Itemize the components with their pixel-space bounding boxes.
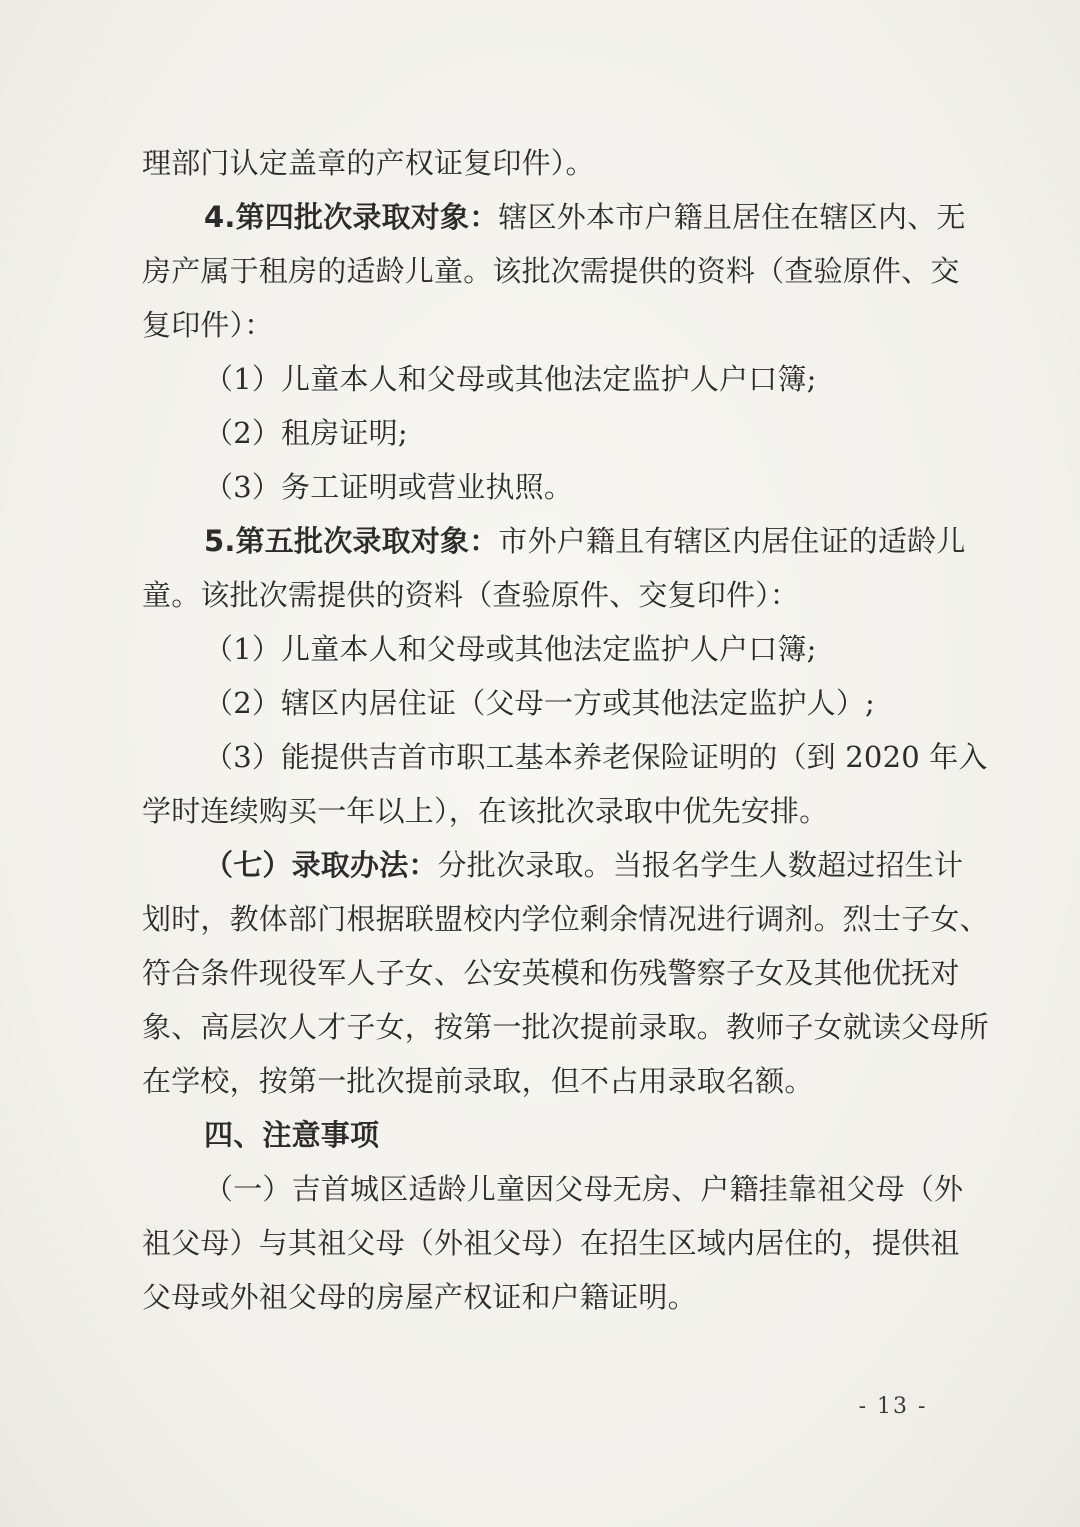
paragraph-line: 符合条件现役军人子女、公安英模和伤残警察子女及其他优抚对 xyxy=(142,956,960,990)
list-item: （2）租房证明; xyxy=(204,416,408,450)
paragraph-line: 父母或外祖父母的房屋产权证和户籍证明。 xyxy=(142,1280,697,1314)
section-title: 四、注意事项 xyxy=(204,1118,380,1152)
paragraph-line: 学时连续购买一年以上），在该批次录取中优先安排。 xyxy=(142,794,829,828)
paragraph-text: 分批次录取。当报名学生人数超过招生计 xyxy=(437,848,964,882)
paragraph-line: 复印件）： xyxy=(142,308,274,342)
list-item: （3）务工证明或营业执照。 xyxy=(204,470,574,504)
paragraph-line xyxy=(142,190,966,244)
section-heading: 5.第五批次录取对象： xyxy=(204,524,499,558)
document-body xyxy=(142,136,989,1324)
paragraph-line xyxy=(142,514,966,568)
paragraph-line: 在学校，按第一批次提前录取，但不占用录取名额。 xyxy=(142,1064,814,1098)
page-number: - 13 - xyxy=(858,1394,928,1419)
paragraph-line: 划时，教体部门根据联盟校内学位剩余情况进行调剂。烈士子女、 xyxy=(142,902,989,936)
list-item: （2）辖区内居住证（父母一方或其他法定监护人）; xyxy=(204,686,876,720)
paragraph-line: 祖父母）与其祖父母（外祖父母）在招生区域内居住的，提供祖 xyxy=(142,1226,960,1260)
paragraph-text: 辖区外本市户籍且居住在辖区内、无 xyxy=(498,200,966,234)
paragraph-line: 房产属于租房的适龄儿童。该批次需提供的资料（查验原件、交 xyxy=(142,254,960,288)
section-heading: 4.第四批次录取对象： xyxy=(204,200,499,234)
section-heading: （七）录取办法： xyxy=(204,848,438,882)
paragraph-text: 市外户籍且有辖区内居住证的适龄儿 xyxy=(498,524,966,558)
list-item: （3）能提供吉首市职工基本养老保险证明的（到 2020 年入 xyxy=(204,740,988,774)
list-item: （1）儿童本人和父母或其他法定监护人户口簿; xyxy=(204,362,817,396)
list-item: （1）儿童本人和父母或其他法定监护人户口簿; xyxy=(204,632,817,666)
paragraph-line: 理部门认定盖章的产权证复印件）。 xyxy=(142,146,595,180)
paragraph-line: 象、高层次人才子女，按第一批次提前录取。教师子女就读父母所 xyxy=(142,1010,989,1044)
paragraph-line: 童。该批次需提供的资料（查验原件、交复印件）： xyxy=(142,578,800,612)
paragraph-line xyxy=(142,838,964,892)
paragraph-line: （一）吉首城区适龄儿童因父母无房、户籍挂靠祖父母（外 xyxy=(204,1172,964,1206)
